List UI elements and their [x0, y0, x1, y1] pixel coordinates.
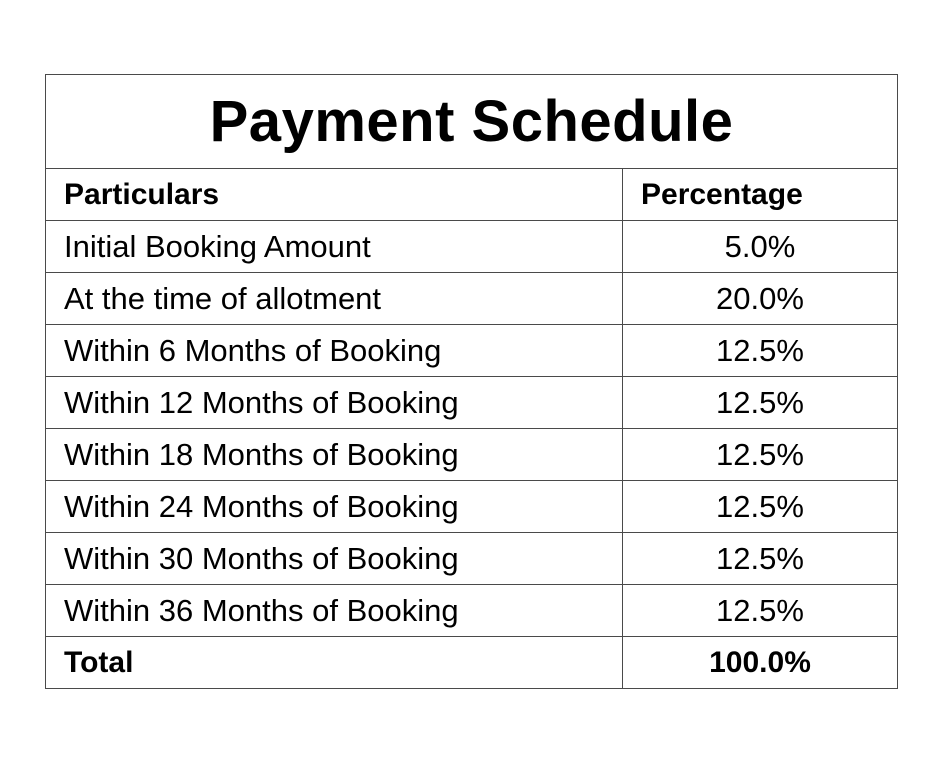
table-row	[46, 533, 898, 585]
table-row	[46, 585, 898, 637]
percentage-cell: 12.5%	[623, 377, 898, 429]
particular-cell: Within 12 Months of Booking	[46, 377, 623, 429]
percentage-cell: 12.5%	[623, 429, 898, 481]
header-row	[46, 169, 898, 221]
table-row	[46, 429, 898, 481]
column-header-particulars: Particulars	[46, 169, 623, 221]
table-row	[46, 273, 898, 325]
particular-cell: Within 18 Months of Booking	[46, 429, 623, 481]
percentage-cell: 20.0%	[623, 273, 898, 325]
percentage-cell: 12.5%	[623, 481, 898, 533]
particular-cell: Initial Booking Amount	[46, 221, 623, 273]
percentage-cell: 12.5%	[623, 533, 898, 585]
particular-cell: At the time of allotment	[46, 273, 623, 325]
table-row	[46, 481, 898, 533]
title-row	[46, 75, 898, 169]
particular-cell: Within 30 Months of Booking	[46, 533, 623, 585]
table-title: Payment Schedule	[46, 75, 898, 169]
particular-cell: Within 36 Months of Booking	[46, 585, 623, 637]
percentage-cell: 12.5%	[623, 325, 898, 377]
table-row	[46, 221, 898, 273]
percentage-cell: 5.0%	[623, 221, 898, 273]
table-row	[46, 377, 898, 429]
total-row	[46, 637, 898, 689]
percentage-cell: 12.5%	[623, 585, 898, 637]
total-label: Total	[46, 637, 623, 689]
payment-schedule-table	[45, 74, 898, 689]
column-header-percentage: Percentage	[623, 169, 898, 221]
table-row	[46, 325, 898, 377]
particular-cell: Within 6 Months of Booking	[46, 325, 623, 377]
total-percentage: 100.0%	[623, 637, 898, 689]
particular-cell: Within 24 Months of Booking	[46, 481, 623, 533]
